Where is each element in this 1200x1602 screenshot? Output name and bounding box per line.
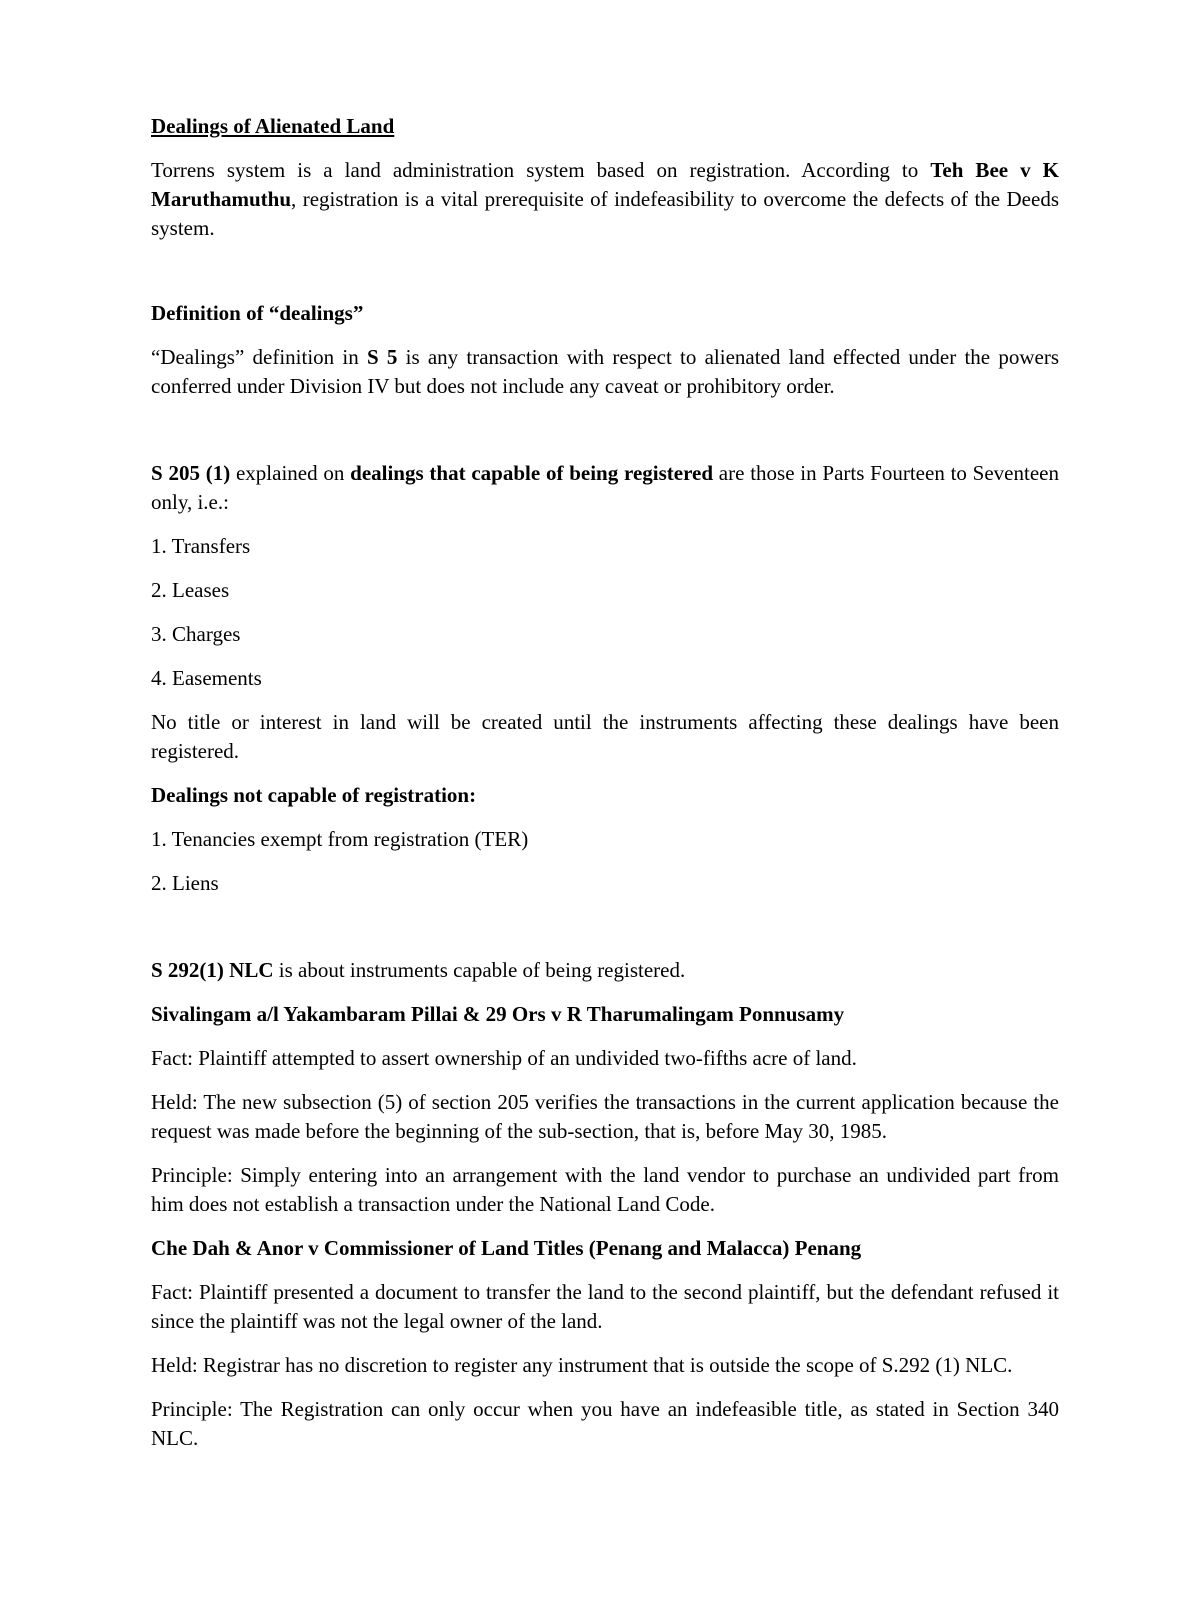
definition-text-2: is any transaction with respect to alienated land effected under the powers conferred under Division IV but does not include any caveat or prohibitory order. <box>151 345 1059 398</box>
case2-fact: Fact: Plaintiff presented a document to transfer the land to the second plaintiff, but the defendant refused it since the plaintiff was not the legal owner of the land. <box>151 1280 1059 1333</box>
intro-paragraph <box>151 156 1059 243</box>
s205-text-1: explained on <box>230 461 351 485</box>
s292-text: is about instruments capable of being registered. <box>273 958 686 982</box>
definition-section: S 5 <box>366 345 398 369</box>
s292-paragraph <box>151 956 1059 985</box>
list-item: 4. Easements <box>151 666 262 690</box>
case1-held: Held: The new subsection (5) of section 205 verifies the transactions in the current application because the request was made before the beginning of the sub-section, that is, before May 30, 1985. <box>151 1090 1059 1143</box>
document-page <box>151 112 1059 1453</box>
not-capable-heading: Dealings not capable of registration: <box>151 783 477 807</box>
no-title-paragraph: No title or interest in land will be created until the instruments affecting these dealings have been registered. <box>151 710 1059 763</box>
list-item: 3. Charges <box>151 622 241 646</box>
case2-name: Che Dah & Anor v Commissioner of Land Titles (Penang and Malacca) Penang <box>151 1236 862 1260</box>
case2-principle: Principle: The Registration can only occur when you have an indefeasible title, as stated in Section 340 NLC. <box>151 1397 1059 1450</box>
document-title: Dealings of Alienated Land <box>151 114 395 138</box>
case1-name: Sivalingam a/l Yakambaram Pillai & 29 Ors v R Tharumalingam Ponnusamy <box>151 1002 845 1026</box>
case2-held: Held: Registrar has no discretion to register any instrument that is outside the scope of S.292 (1) NLC. <box>151 1353 1013 1377</box>
list-item: 1. Tenancies exempt from registration (TER) <box>151 827 529 851</box>
definition-heading: Definition of “dealings” <box>151 301 364 325</box>
case1-fact: Fact: Plaintiff attempted to assert ownership of an undivided two-fifths acre of land. <box>151 1046 857 1070</box>
list-item: 1. Transfers <box>151 534 251 558</box>
s292-section: S 292(1) NLC <box>151 958 274 982</box>
s205-paragraph <box>151 459 1059 517</box>
intro-text-2: , registration is a vital prerequisite of indefeasibility to overcome the defects of the Deeds system. <box>151 187 1059 240</box>
s205-text-2: are those in Parts Fourteen to Seventeen only, i.e.: <box>151 461 1059 514</box>
intro-text-1: Torrens system is a land administration system based on registration. According to <box>151 158 931 182</box>
definition-text-1: “Dealings” definition in <box>151 345 367 369</box>
definition-paragraph <box>151 343 1059 401</box>
intro-case-name: Teh Bee v K Maruthamuthu <box>151 158 1059 211</box>
case1-principle: Principle: Simply entering into an arrangement with the land vendor to purchase an undivided part from him does not establish a transaction under the National Land Code. <box>151 1163 1059 1216</box>
list-item: 2. Liens <box>151 871 219 895</box>
s205-section: S 205 (1) <box>151 461 231 485</box>
list-item: 2. Leases <box>151 578 230 602</box>
s205-bold: dealings that capable of being registered <box>350 461 714 485</box>
